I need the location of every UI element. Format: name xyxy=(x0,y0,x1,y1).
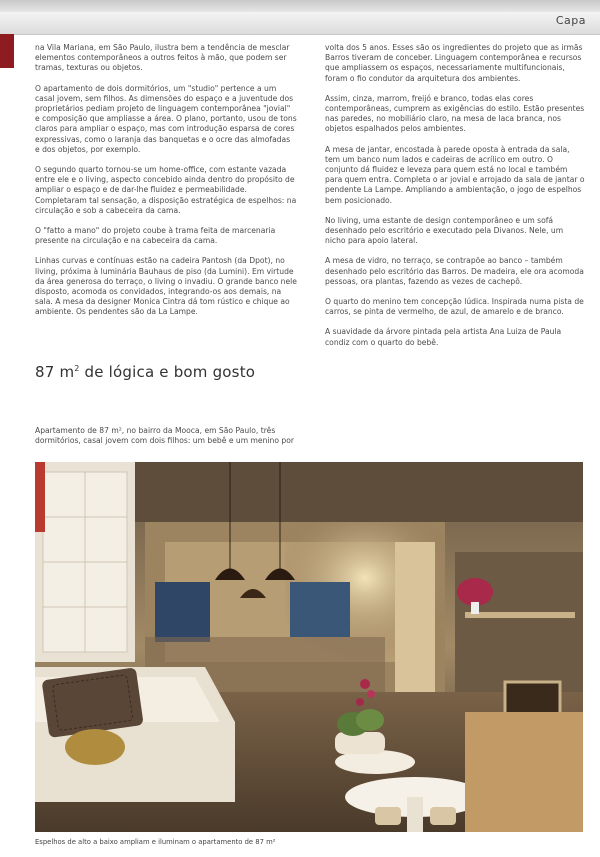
page-header xyxy=(0,12,600,34)
paragraph: No living, uma estante de design contemporâneo e um sofá desenhado pelo escritório e executado pela Divanos. Nele, um nicho para apoio lateral. xyxy=(325,215,564,246)
paragraph: A mesa de vidro, no terraço, se contrapõe ao banco – também desenhado pelo escritório das Barros. De madeira, ele ora acomoda pessoas, ora plantas, fazendo as vezes de cachepô. xyxy=(325,256,584,286)
photo-caption: Espelhos de alto a baixo ampliam e iluminam o apartamento de 87 m² xyxy=(35,838,276,846)
paragraph: O apartamento de dois dormitórios, um "studio" pertence a um casal jovem, sem filhos. As dimensões do espaço e a juventude dos proprietários pediam projeto de linguagem contemporânea "jovial" e composição que ampliasse a área. O plano, portanto, usou de tons claros para ampliar o espaço, mas com introdução esparsa de cores expressivas, como o laranja das banquetas e o ocre das almofadas e dos objetos, por exemplo. xyxy=(35,83,297,154)
paragraph: O "fatto a mano" do projeto coube à trama feita de marcenaria presente na circulação e na cabeceira da cama. xyxy=(35,226,276,246)
paragraph: A suavidade da árvore pintada pela artista Ana Luiza de Paula condiz com o quarto do bebê. xyxy=(325,327,562,347)
paragraph: O quarto do menino tem concepção lúdica. Inspirada numa pista de carros, se pinta de vermelho, de azul, de amarelo e de branco. xyxy=(325,297,584,317)
headline-superscript: 2 xyxy=(74,364,80,373)
paragraph: Linhas curvas e contínuas estão na cadeira Pantosh (da Dpot), no living, próxima à luminária Bauhaus de piso (da Lumini). Em virtude da área generosa do terraço, o living o invadiu. O grande banco nele disposto, acomoda os convidados, integrando-os aos demais, na sala. A mesa da designer Monica Cintra dá tom rústico e chique ao ambiente. Os pendentes são da La Lampe. xyxy=(35,256,297,317)
paragraph: O segundo quarto tornou-se um home-office, com estante vazada entre ele e o living, aspecto concebido ainda dentro do propósito de ampliar o espaço e de dar-lhe fluidez e permeabilidade. Completaram tal sensação, a disposição estratégica de espelhos: na circulação e sob a cabeceira da cama. xyxy=(35,165,297,215)
paragraph: A mesa de jantar, encostada à parede oposta à entrada da sala, tem um banco num lados e cadeiras de acrílico em outro. O conjunto dá fluidez e leveza para quem está no local e também para quem entra. Completa o ar jovial e arrojado da sala de jantar o pendente La Lampe. Ampliando a ambientação, o jogo de espelhos bem posicionado. xyxy=(325,144,585,205)
header-divider xyxy=(14,34,600,35)
right-column xyxy=(325,43,585,358)
headline-text: 87 m xyxy=(35,363,75,381)
headline-rest: de lógica e bom gosto xyxy=(79,363,256,381)
paragraph: na Vila Mariana, em São Paulo, ilustra bem a tendência de mesclar elementos contemporâneos a outros feitos à mão, que podem ser tramas, texturas ou objetos. xyxy=(35,43,290,73)
top-band xyxy=(0,0,600,12)
interior-photo xyxy=(35,462,583,832)
paragraph: volta dos 5 anos. Esses são os ingredientes do projeto que as irmãs Barros tiveram de conceber. Linguagem contemporânea e recursos que ampliassem os espaços, necessariamente multifuncionais, foram o fio condutor da arquitetura dos ambientes. xyxy=(325,43,583,83)
lead-paragraph: Apartamento de 87 m², no bairro da Mooca, em São Paulo, três dormitórios, casal jovem com dois filhos: um bebê e um menino por xyxy=(35,426,294,446)
interior-illustration xyxy=(35,462,583,832)
left-column xyxy=(35,43,297,328)
section-label: Capa xyxy=(555,14,586,27)
paragraph: Assim, cinza, marrom, freijó e branco, todas elas cores contemporâneas, cumprem as exigências do estilo. Estão presentes nas paredes, no mobiliário claro, na mesa de laca branca, nos objetos espalhados pelos ambientes. xyxy=(325,93,585,134)
red-accent-tab xyxy=(0,34,14,68)
article-headline xyxy=(35,363,255,381)
